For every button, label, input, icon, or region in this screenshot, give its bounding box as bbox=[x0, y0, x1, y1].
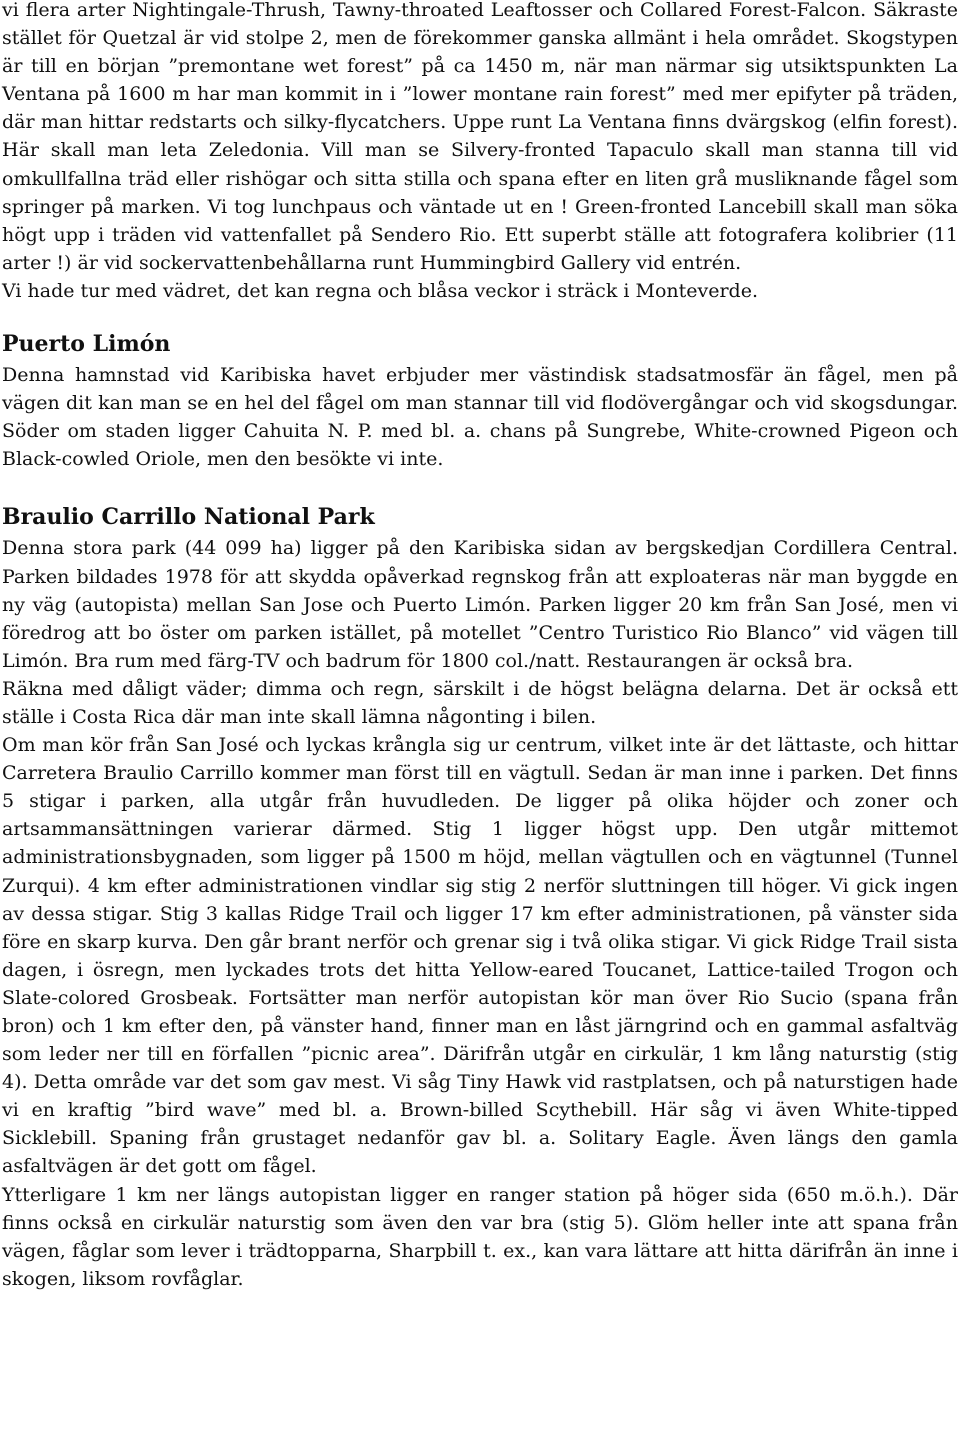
section-puerto-limon bbox=[2, 330, 958, 473]
paragraph-monteverde-birds: vi flera arter Nightingale-Thrush, Tawny-throated Leaftosser och Collared Forest-Falcon. Säkraste stället för Quetzal är vid stolpe 2, men de förekommer ganska allmänt i hela området. Skogstypen är till en början ”premontane wet forest” på ca 1450 m, när man närmar sig utsiktspunkten La Ventana på 1600 m har man kommit in i ”lower montane rain forest” med mer epifyter på träden, där man hittar redstarts och silky-flycatchers. Uppe runt La Ventana finns dvärgskog (elfin forest). Här skall man leta Zeledonia. Vill man se Silvery-fronted Tapaculo skall man stanna till vid omkullfallna träd eller rishögar och sitta stilla och spana efter en liten grå musliknande fågel som springer på marken. Vi tog lunchpaus och väntade ut en ! Green-fronted Lancebill skall man söka högt upp i träden vid vattenfallet på Sendero Rio. Ett superbt ställe att fotografera kolibrier (11 arter !) är vid sockervattenbehållarna runt Hummingbird Gallery vid entrén. bbox=[2, 0, 958, 274]
paragraph-monteverde-weather: Vi hade tur med vädret, det kan regna och blåsa veckor i sträck i Monteverde. bbox=[2, 279, 759, 302]
section-monteverde bbox=[2, 0, 958, 305]
paragraph-braulio-weather: Räkna med dåligt väder; dimma och regn, särskilt i de högst belägna delarna. Det är också ett ställe i Costa Rica där man inte skall lämna någonting i bilen. bbox=[2, 677, 958, 728]
paragraph-braulio-intro: Denna stora park (44 099 ha) ligger på den Karibiska sidan av bergskedjan Cordillera Central. Parken bildades 1978 för att skydda opåverkad regnskog från att exploateras när man byggde en ny väg (autopista) mellan San Jose och Puerto Limón. Parken ligger 20 km från San José, men vi föredrog att bo öster om parken istället, på motellet ”Centro Turistico Rio Blanco” vid vägen till Limón. Bra rum med färg-TV och badrum för 1800 col./natt. Restaurangen är också bra. bbox=[2, 537, 958, 672]
paragraph-braulio-ranger-station: Ytterligare 1 km ner längs autopistan ligger en ranger station på höger sida (650 m.ö.h.). Där finns också en cirkulär naturstig som även den var bra (stig 5). Glöm heller inte att spana från vägen, fåglar som lever i trädtopparna, Sharpbill t. ex., kan vara lättare att hitta därifrån än inne i skogen, liksom rovfåglar. bbox=[2, 1183, 958, 1290]
heading-puerto-limon: Puerto Limón bbox=[2, 331, 171, 358]
paragraph-braulio-trails: Om man kör från San José och lyckas krångla sig ur centrum, vilket inte är det lättaste, och hittar Carretera Braulio Carrillo kommer man först till en vägtull. Sedan är man inne i parken. Det finns 5 stigar i parken, alla utgår från huvudleden. De ligger på olika höjder och zoner och artsammansättningen varierar därmed. Stig 1 ligger högst upp. Den utgår mittemot administrationsbygnaden, som ligger på 1500 m höjd, mellan vägtullen och en vägtunnel (Tunnel Zurqui). 4 km efter administrationen vindlar sig stig 2 nerför sluttningen till höger. Vi gick ingen av dessa stigar. Stig 3 kallas Ridge Trail och ligger 17 km efter administrationen, på vänster sida före en skarp kurva. Den går brant nerför och grenar sig i två olika stigar. Vi gick Ridge Trail sista dagen, i ösregn, men lyckades trots det hitta Yellow-eared Toucanet, Lattice-tailed Trogon och Slate-colored Grosbeak. Fortsätter man nerför autopistan kör man över Rio Sucio (spana från bron) och 1 km efter den, på vänster hand, finner man en låst järngrind och en gammal asfaltväg som leder ner till en förfallen ”picnic area”. Därifrån utgår en cirkulär, 1 km lång naturstig (stig 4). Detta område var det som gav mest. Vi såg Tiny Hawk vid rastplatsen, och på naturstigen hade vi en kraftig ”bird wave” med bl. a. Brown-billed Scythebill. Här såg vi även White-tipped Sicklebill. Spaning från grustaget nedanför gav bl. a. Solitary Eagle. Även längs den gamla asfaltvägen är det gott om fågel. bbox=[2, 734, 958, 1178]
section-braulio-carrillo bbox=[2, 503, 958, 1293]
paragraph-puerto-limon: Denna hamnstad vid Karibiska havet erbjuder mer västindisk stadsatmosfär än fågel, men på vägen dit kan man se en hel del fågel om man stannar till vid flodövergångar och vid skogsdungar. Söder om staden ligger Cahuita N. P. med bl. a. chans på Sungrebe, White-crowned Pigeon och Black-cowled Oriole, men den besökte vi inte. bbox=[2, 364, 958, 471]
heading-braulio-carrillo: Braulio Carrillo National Park bbox=[2, 504, 375, 531]
document-page bbox=[2, 0, 958, 1293]
